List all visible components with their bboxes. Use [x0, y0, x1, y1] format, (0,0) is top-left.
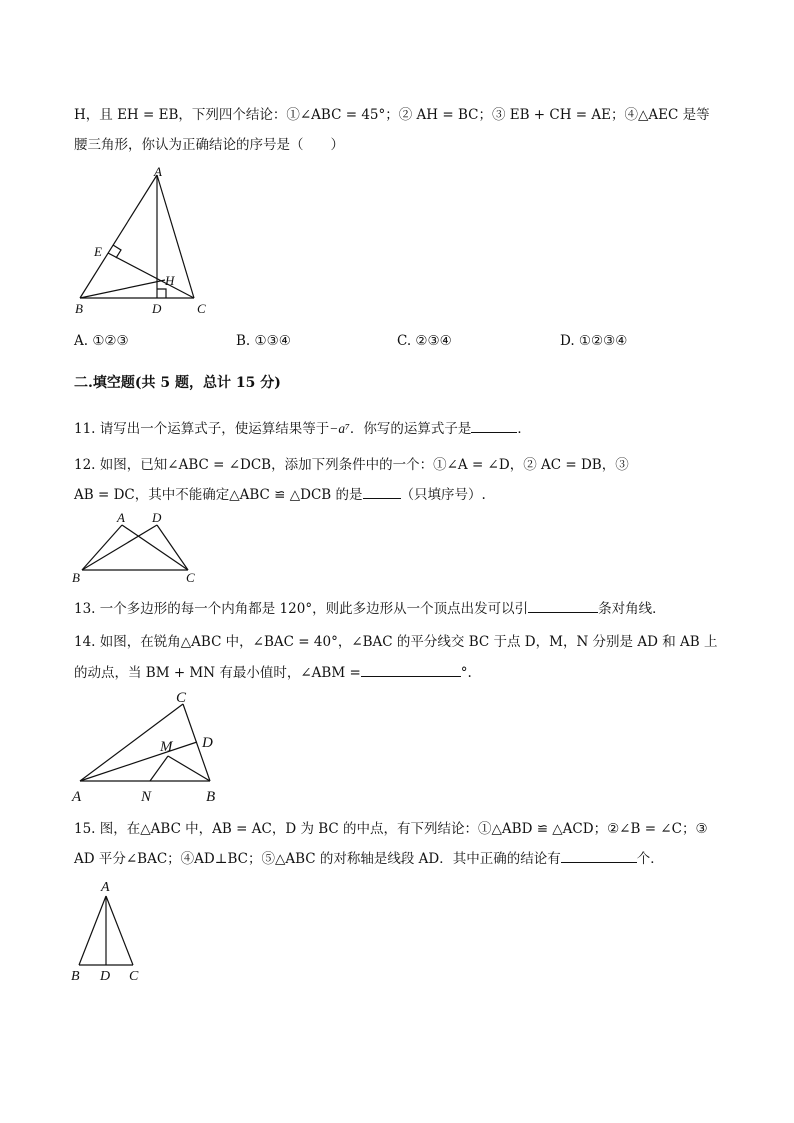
q15-label-d: D [100, 969, 111, 984]
q10-label-b: B [75, 301, 83, 316]
q14-label-n: N [141, 789, 152, 805]
q11-prefix: 11. 请写出一个运算式子，使运算结果等于 [74, 421, 330, 437]
q15-label-c: C [129, 969, 139, 984]
q10-label-h: H [165, 273, 175, 288]
q10-segment-ce [108, 253, 194, 298]
q12-label-a: A [117, 510, 125, 525]
q10-segment-ac [157, 175, 194, 298]
q10-figure [60, 160, 230, 322]
q14-line2-suffix: °. [460, 665, 472, 681]
q15-label-a: A [101, 880, 110, 895]
q14-figure [68, 684, 233, 808]
q12-label-d: D [152, 510, 162, 525]
q14-label-m: M [160, 739, 173, 755]
q14-segment-bm [168, 756, 210, 781]
q10-segment-bh [80, 280, 165, 298]
q13-text [74, 597, 666, 617]
q11-answer-blank[interactable] [471, 418, 517, 433]
q11-text [74, 417, 531, 437]
q12-segment-dc [157, 525, 188, 570]
q14-label-a: A [72, 789, 82, 805]
q14-segment-ad [80, 742, 197, 781]
q10-option-a[interactable]: A. ①②③ [74, 333, 129, 349]
q15-line2-prefix: AD 平分∠BAC；④AD⊥BC；⑤△ABC 的对称轴是线段 AD．其中正确的结论有 [74, 851, 561, 867]
q14-label-b: B [206, 789, 216, 805]
q10-text-line1: H，且 EH = EB，下列四个结论：①∠ABC = 45°；② AH = BC；③ EB + CH = AE；④△AEC 是等 [74, 107, 710, 123]
q15-answer-blank[interactable] [561, 848, 637, 863]
section-title: 二.填空题(共 5 题，总计 15 分) [74, 375, 281, 391]
q12-figure [62, 508, 212, 588]
q10-option-c[interactable]: C. ②③④ [397, 333, 452, 349]
q10-right-angle-d [157, 289, 166, 298]
q15-label-b: B [71, 969, 80, 984]
q10-option-d[interactable]: D. ①②③④ [560, 333, 628, 349]
q10-option-b[interactable]: B. ①③④ [236, 333, 291, 349]
q14-line2-prefix: 的动点，当 BM + MN 有最小值时，∠ABM = [74, 665, 361, 681]
q10-label-a: A [154, 164, 162, 179]
q12-segment-ba [82, 525, 122, 570]
q14-label-c: C [176, 690, 187, 706]
q13-answer-blank[interactable] [528, 598, 598, 613]
q11-middle: ．你写的运算式子是 [349, 421, 472, 437]
q12-text-line1: 12. 如图，已知∠ABC = ∠DCB，添加下列条件中的一个：①∠A = ∠D，② AC = DB，③ [74, 457, 629, 473]
q11-expression: −a⁷ [329, 421, 350, 436]
q12-line2-prefix: AB = DC，其中不能确定△ABC ≌ △DCB 的是 [74, 487, 363, 503]
q14-label-d: D [202, 735, 213, 751]
q13-prefix: 13. 一个多边形的每一个内角都是 120°，则此多边形从一个顶点出发可以引 [74, 601, 529, 617]
q10-label-e: E [94, 244, 102, 259]
q12-label-b: B [72, 570, 80, 585]
q12-label-c: C [186, 570, 195, 585]
q14-text-line2 [74, 661, 472, 681]
q12-text-line2 [74, 483, 486, 503]
q10-label-d: D [152, 301, 162, 316]
q10-text-line2: 腰三角形，你认为正确结论的序号是（ ） [74, 137, 344, 153]
q15-line2-suffix: 个． [636, 851, 664, 867]
q12-line2-suffix: （只填序号）. [400, 487, 486, 503]
q10-label-c: C [197, 301, 206, 316]
q15-figure [62, 876, 162, 988]
q11-end: ． [517, 421, 531, 437]
q15-segment-ab [79, 896, 106, 965]
q12-segment-ac [122, 525, 188, 570]
q14-answer-blank[interactable] [361, 662, 461, 677]
q14-text-line1: 14. 如图，在锐角△ABC 中，∠BAC = 40°，∠BAC 的平分线交 BC 于点 D，M，N 分别是 AD 和 AB 上 [74, 634, 718, 650]
q15-text-line2 [74, 847, 664, 867]
q10-segment-ab [80, 175, 157, 298]
q12-answer-blank[interactable] [363, 484, 401, 499]
q12-segment-bd [82, 525, 157, 570]
q14-segment-mn [150, 756, 168, 781]
q15-segment-ac [106, 896, 133, 965]
q15-text-line1: 15. 图，在△ABC 中，AB = AC，D 为 BC 的中点，有下列结论：①△ABD ≌ △ACD；②∠B = ∠C；③ [74, 821, 708, 837]
q13-suffix: 条对角线． [598, 601, 666, 617]
